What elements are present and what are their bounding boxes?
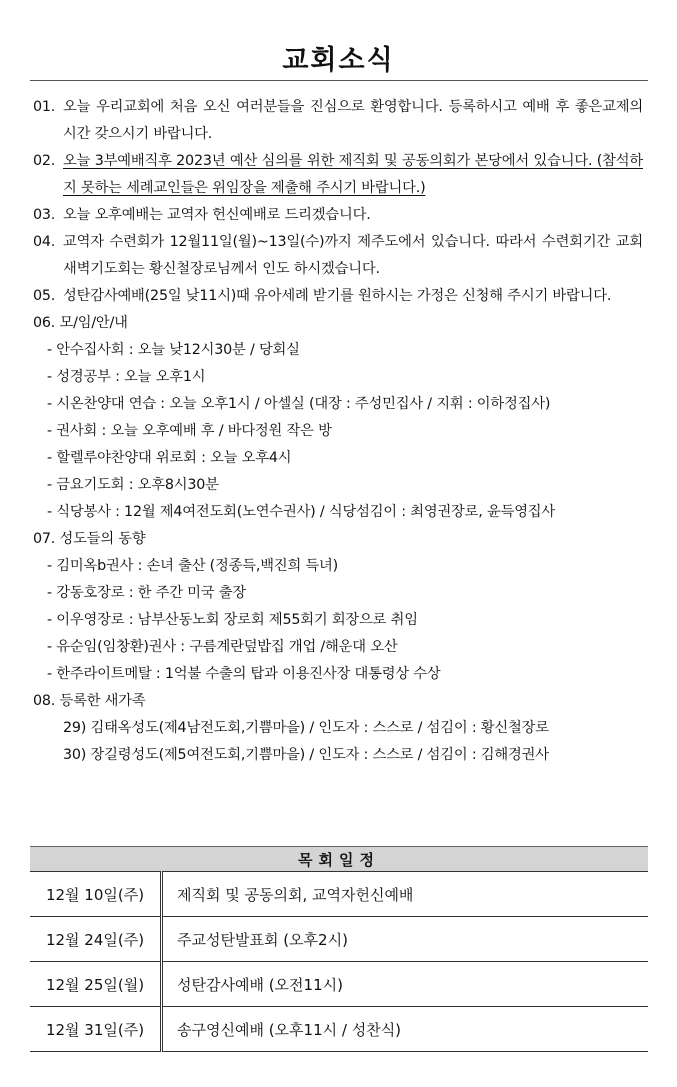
member-news-item: - 강동호장로 : 한 주간 미국 출장 bbox=[47, 585, 246, 601]
table-row bbox=[30, 872, 648, 917]
meeting-item: - 시온찬양대 연습 : 오늘 오후1시 / 아셀실 (대장 : 주성민집사 / 지휘 : 이하정집사) bbox=[47, 396, 551, 412]
notice-item bbox=[33, 202, 643, 229]
meeting-item: - 안수집사회 : 오늘 낮12시30분 / 당회실 bbox=[47, 342, 300, 358]
section-header-new-family: 08. 등록한 새가족 bbox=[33, 693, 146, 709]
schedule-table bbox=[30, 846, 648, 1052]
schedule-date: 12월 31일(주) bbox=[30, 1007, 162, 1052]
notice-item bbox=[33, 229, 643, 283]
meeting-item: - 권사회 : 오늘 오후예배 후 / 바다정원 작은 방 bbox=[47, 423, 332, 439]
table-row bbox=[30, 1007, 648, 1052]
meeting-item: - 성경공부 : 오늘 오후1시 bbox=[47, 369, 206, 385]
meeting-item: - 할렐루야찬양대 위로회 : 오늘 오후4시 bbox=[47, 450, 292, 466]
notice-number: 02. bbox=[33, 153, 56, 169]
schedule-event: 성탄감사예배 (오전11시) bbox=[162, 962, 649, 1007]
member-news-item: - 김미옥b권사 : 손녀 출산 (정종득,백진희 득녀) bbox=[47, 558, 339, 574]
title-divider bbox=[30, 80, 648, 81]
notice-item bbox=[33, 94, 643, 148]
member-news-item: - 한주라이트메탈 : 1억불 수출의 탑과 이용진사장 대통령상 수상 bbox=[47, 666, 441, 682]
schedule-date: 12월 10일(주) bbox=[30, 872, 162, 917]
notice-list bbox=[33, 94, 643, 769]
meeting-item: - 금요기도회 : 오후8시30분 bbox=[47, 477, 219, 493]
schedule-event: 송구영신예배 (오후11시 / 성찬식) bbox=[162, 1007, 649, 1052]
notice-number: 04. bbox=[33, 234, 56, 250]
new-family-item: 29) 김태옥성도(제4남전도회,기쁨마을) / 인도자 : 스스로 / 섬김이 : 황신철장로 bbox=[63, 720, 549, 736]
table-row bbox=[30, 917, 648, 962]
notice-text: 오늘 우리교회에 처음 오신 여러분들을 진심으로 환영합니다. 등록하시고 예배 후 좋은교제의 시간 갖으시기 바랍니다. bbox=[63, 99, 643, 142]
schedule-date: 12월 25일(월) bbox=[30, 962, 162, 1007]
notice-text: 오늘 오후예배는 교역자 헌신예배로 드리겠습니다. bbox=[63, 207, 371, 223]
notice-item bbox=[33, 283, 643, 310]
page-title: 교회소식 bbox=[282, 45, 395, 76]
schedule-event: 주교성탄발표회 (오후2시) bbox=[162, 917, 649, 962]
notice-number: 01. bbox=[33, 99, 56, 115]
section-header-meetings: 06. 모/임/안/내 bbox=[33, 315, 128, 331]
member-news-item: - 유순임(임창환)권사 : 구름계란덮밥집 개업 /해운대 오산 bbox=[47, 639, 398, 655]
schedule-date: 12월 24일(주) bbox=[30, 917, 162, 962]
notice-item bbox=[33, 148, 643, 202]
table-row bbox=[30, 962, 648, 1007]
notice-text: 오늘 3부예배직후 2023년 예산 심의를 위한 제직회 및 공동의회가 본당에서 있습니다. (참석하지 못하는 세례교인들은 위임장을 제출해 주시기 바랍니다.) bbox=[63, 153, 643, 196]
schedule-header: 목회일정 bbox=[30, 847, 648, 872]
notice-number: 03. bbox=[33, 207, 56, 223]
member-news-item: - 이우영장로 : 남부산동노회 장로회 제55회기 회장으로 취임 bbox=[47, 612, 418, 628]
notice-text: 교역자 수련회가 12월11일(월)~13일(수)까지 제주도에서 있습니다. 따라서 수련회기간 교회새벽기도회는 황신철장로님께서 인도 하시겠습니다. bbox=[63, 234, 643, 277]
notice-number: 05. bbox=[33, 288, 56, 304]
notice-text: 성탄감사예배(25일 낮11시)때 유아세례 받기를 원하시는 가정은 신청해 주시기 바랍니다. bbox=[63, 288, 612, 304]
meeting-item: - 식당봉사 : 12월 제4여전도회(노연수권사) / 식당섬김이 : 최영권장로, 윤득영집사 bbox=[47, 504, 556, 520]
new-family-item: 30) 장길령성도(제5여전도회,기쁨마을) / 인도자 : 스스로 / 섬김이 : 김해경권사 bbox=[63, 747, 549, 763]
schedule-event: 제직회 및 공동의회, 교역자헌신예배 bbox=[162, 872, 649, 917]
section-header-member-news: 07. 성도들의 동향 bbox=[33, 531, 146, 547]
